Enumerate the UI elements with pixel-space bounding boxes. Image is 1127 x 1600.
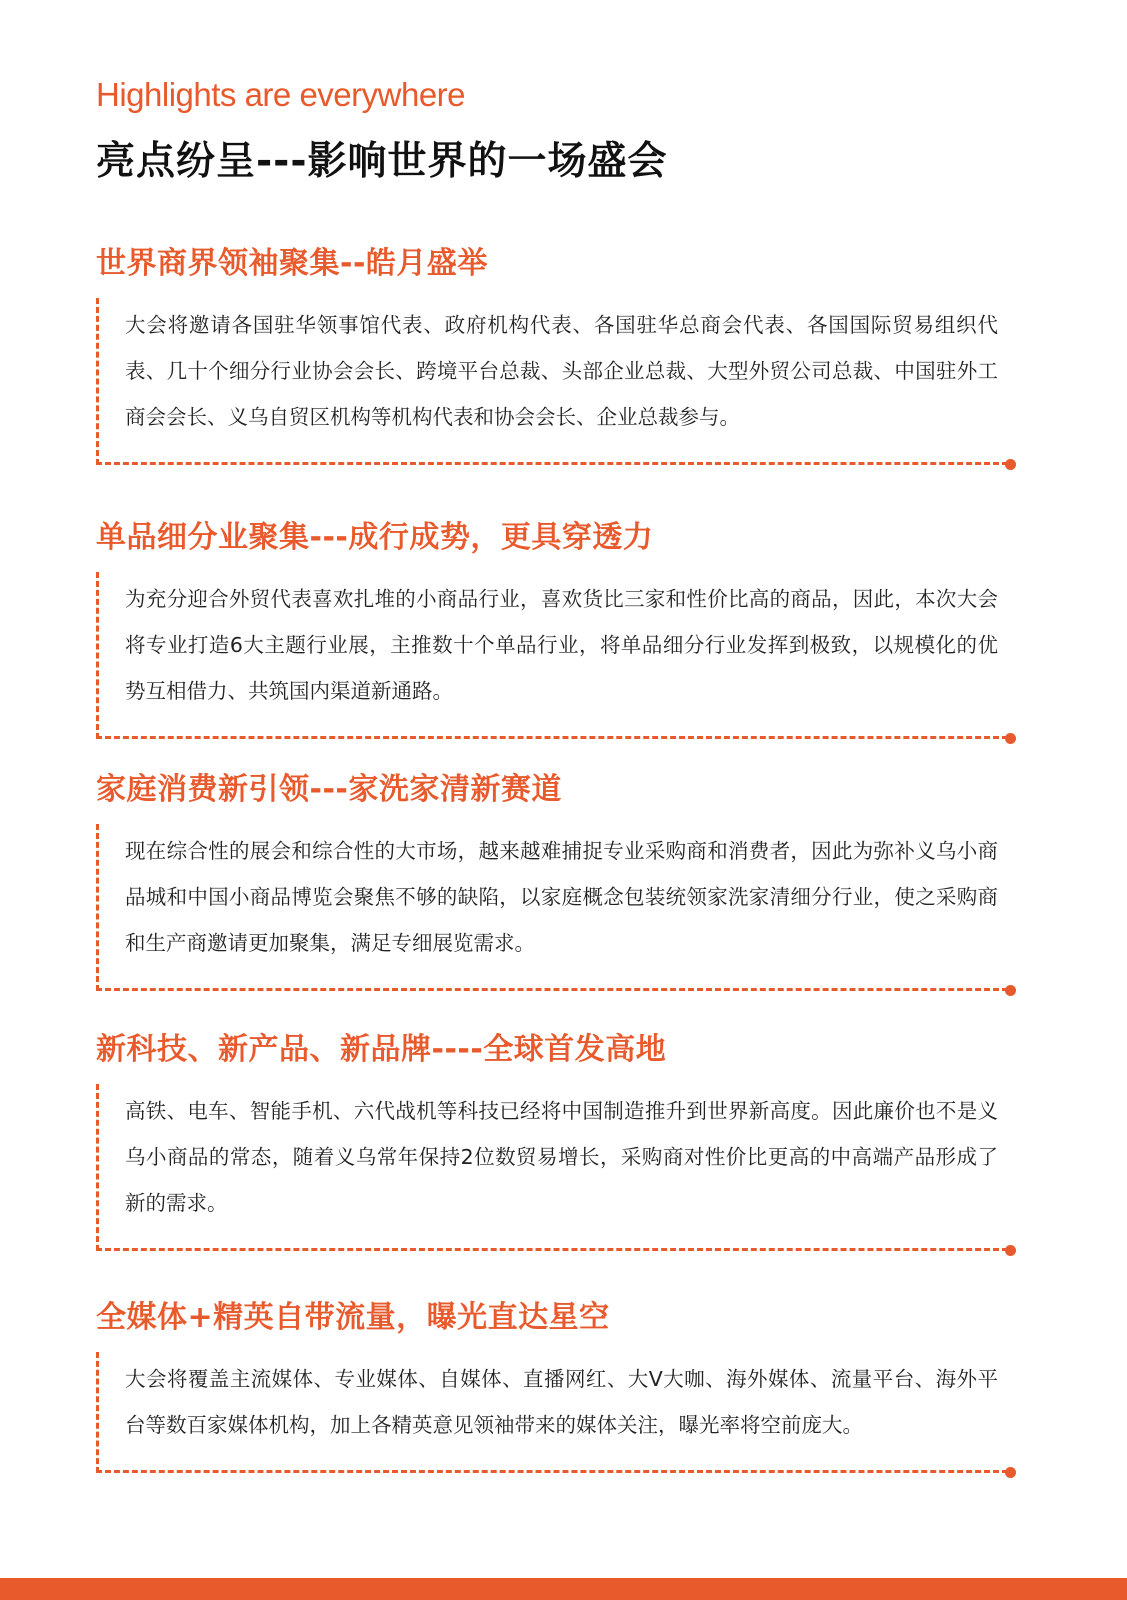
page-subtitle-en: Highlights are everywhere: [96, 76, 466, 113]
section-heading: 单品细分业聚集---成行成势，更具穿透力: [96, 520, 654, 555]
section-dashed-frame: [96, 572, 1008, 739]
page-title: 亮点纷呈---影响世界的一场盛会: [96, 139, 668, 184]
section-body: 高铁、电车、智能手机、六代战机等科技已经将中国制造推升到世界新高度。因此廉价也不是义乌小商品的常态，随着义乌常年保持2位数贸易增长，采购商对性价比更高的中高端产品形成了新的需求。: [125, 1099, 998, 1215]
dot-marker-icon: [1005, 1467, 1016, 1478]
section-dashed-frame: [96, 824, 1008, 991]
section-1: [96, 244, 1028, 465]
dot-marker-icon: [1005, 733, 1016, 744]
section-4: [96, 1030, 1028, 1251]
dot-marker-icon: [1005, 1245, 1016, 1256]
section-dashed-frame: [96, 1084, 1008, 1251]
dot-marker-icon: [1005, 459, 1016, 470]
section-heading: 世界商界领袖聚集--皓月盛举: [96, 246, 488, 281]
section-heading: 家庭消费新引领---家洗家清新赛道: [96, 772, 562, 807]
dot-marker-icon: [1005, 985, 1016, 996]
section-body: 大会将邀请各国驻华领事馆代表、政府机构代表、各国驻华总商会代表、各国国际贸易组织代表、几十个细分行业协会会长、跨境平台总裁、头部企业总裁、大型外贸公司总裁、中国驻外工商会会长、义乌自贸区机构等机构代表和协会会长、企业总裁参与。: [125, 313, 998, 429]
section-dashed-frame: [96, 1352, 1008, 1473]
section-5: [96, 1298, 1028, 1473]
section-body: 为充分迎合外贸代表喜欢扎堆的小商品行业，喜欢货比三家和性价比高的商品，因此，本次大会将专业打造6大主题行业展，主推数十个单品行业，将单品细分行业发挥到极致，以规模化的优势互相借力、共筑国内渠道新通路。: [125, 587, 998, 703]
section-3: [96, 770, 1028, 991]
footer-accent-bar: [0, 1578, 1127, 1600]
section-dashed-frame: [96, 298, 1008, 465]
section-heading: 全媒体+精英自带流量，曝光直达星空: [96, 1300, 610, 1335]
section-body: 现在综合性的展会和综合性的大市场，越来越难捕捉专业采购商和消费者，因此为弥补义乌小商品城和中国小商品博览会聚焦不够的缺陷，以家庭概念包装统领家洗家清细分行业，使之采购商和生产商邀请更加聚集，满足专细展览需求。: [125, 839, 998, 955]
section-2: [96, 518, 1028, 739]
section-body: 大会将覆盖主流媒体、专业媒体、自媒体、直播网红、大V大咖、海外媒体、流量平台、海外平台等数百家媒体机构，加上各精英意见领袖带来的媒体关注，曝光率将空前庞大。: [125, 1367, 998, 1437]
section-heading: 新科技、新产品、新品牌----全球首发高地: [96, 1032, 667, 1067]
